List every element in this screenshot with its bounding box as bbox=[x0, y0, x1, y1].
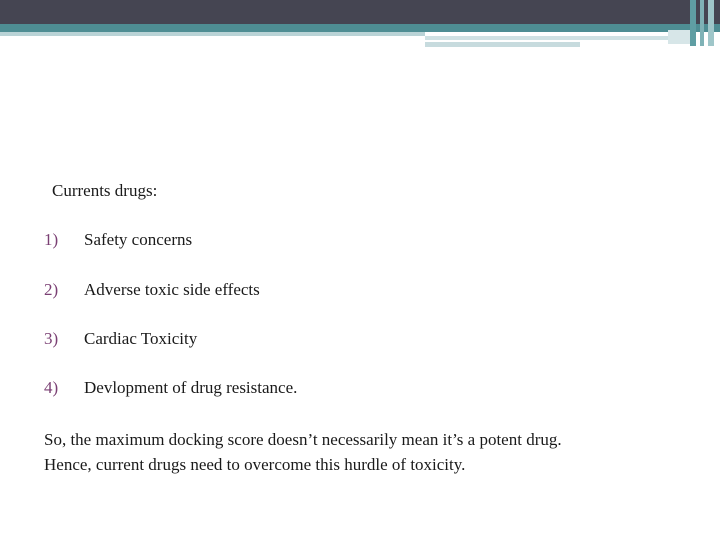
list-number: 1) bbox=[44, 230, 59, 249]
conclusion-paragraph bbox=[44, 427, 704, 477]
list-number: 4) bbox=[44, 378, 59, 397]
header-decoration bbox=[708, 0, 714, 46]
header-decoration bbox=[0, 32, 425, 36]
header-decoration bbox=[425, 36, 668, 40]
slide-header-accent bbox=[0, 24, 720, 32]
header-decoration bbox=[668, 30, 690, 44]
header-decoration bbox=[700, 0, 704, 46]
list-text: Devlopment of drug resistance. bbox=[84, 378, 298, 397]
slide-header-bar bbox=[0, 0, 720, 24]
list-number: 2) bbox=[44, 280, 59, 299]
list-text: Adverse toxic side effects bbox=[84, 280, 260, 299]
conclusion-line: Hence, current drugs need to overcome this hurdle of toxicity. bbox=[44, 455, 466, 474]
header-decoration bbox=[425, 42, 580, 47]
list-text: Cardiac Toxicity bbox=[84, 329, 198, 348]
list-number: 3) bbox=[44, 329, 59, 348]
slide-heading: Currents drugs: bbox=[52, 181, 158, 200]
conclusion-line: So, the maximum docking score doesn’t necessarily mean it’s a potent drug. bbox=[44, 430, 562, 449]
list-text: Safety concerns bbox=[84, 230, 193, 249]
header-decoration bbox=[690, 0, 696, 46]
